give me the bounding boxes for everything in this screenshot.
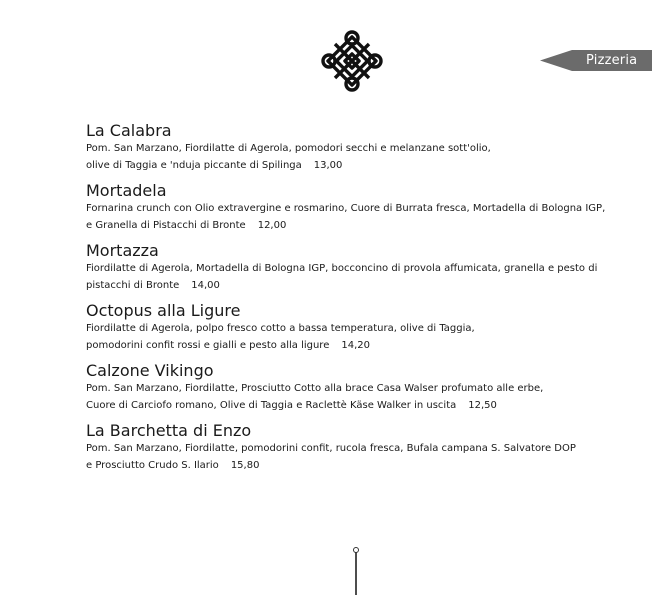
- item-description: e Granella di Pistacchi di Bronte 12,00: [86, 219, 287, 231]
- item-price: 14,20: [341, 339, 370, 351]
- menu-item: [86, 180, 626, 234]
- item-description: pistacchi di Bronte 14,00: [86, 279, 220, 291]
- pin-marker-icon: [351, 546, 361, 595]
- item-name: Mortazza: [86, 241, 159, 260]
- item-description: Cuore di Carciofo romano, Olive di Taggia e Raclettè Käse Walker in uscita 12,50: [86, 399, 497, 411]
- menu-list: [86, 120, 626, 474]
- item-price: 13,00: [313, 159, 343, 171]
- item-name: Mortadela: [86, 181, 167, 200]
- item-name: Octopus alla Ligure: [86, 301, 241, 320]
- item-description: Fornarina crunch con Olio extravergine e rosmarino, Cuore di Burrata fresca, Mortadella di Bologna IGP,: [86, 203, 606, 214]
- item-description: pomodorini confit rossi e gialli e pesto alla ligure 14,20: [86, 339, 370, 351]
- menu-item: [86, 420, 626, 474]
- item-price: 15,80: [230, 459, 260, 471]
- item-description: e Prosciutto Crudo S. Ilario 15,80: [86, 459, 260, 471]
- item-price: 12,50: [468, 399, 497, 411]
- item-name: La Barchetta di Enzo: [86, 421, 252, 440]
- item-description: Fiordilatte di Agerola, Mortadella di Bologna IGP, bocconcino di provola affumicata, granella e pesto di: [86, 263, 598, 274]
- item-price: 14,00: [191, 279, 220, 291]
- item-name: Calzone Vikingo: [86, 361, 214, 380]
- menu-item: [86, 240, 626, 294]
- item-price: 12,00: [257, 219, 287, 231]
- celtic-knot-icon: [321, 30, 383, 92]
- menu-item: [86, 300, 626, 354]
- item-description: Fiordilatte di Agerola, polpo fresco cotto a bassa temperatura, olive di Taggia,: [86, 323, 475, 334]
- item-name: La Calabra: [86, 121, 172, 140]
- item-description: Pom. San Marzano, Fiordilatte di Agerola, pomodori secchi e melanzane sott'olio,: [86, 143, 491, 154]
- section-tab[interactable]: [540, 50, 652, 71]
- menu-item: [86, 360, 626, 414]
- item-description: Pom. San Marzano, Fiordilatte, pomodorini confit, rucola fresca, Bufala campana S. Salvatore DOP: [86, 443, 576, 454]
- section-tab-label: Pizzeria: [586, 53, 638, 68]
- item-description: Pom. San Marzano, Fiordilatte, Prosciutto Cotto alla brace Casa Walser profumato alle erbe,: [86, 383, 544, 394]
- menu-item: [86, 120, 626, 174]
- item-description: olive di Taggia e 'nduja piccante di Spilinga 13,00: [86, 159, 343, 171]
